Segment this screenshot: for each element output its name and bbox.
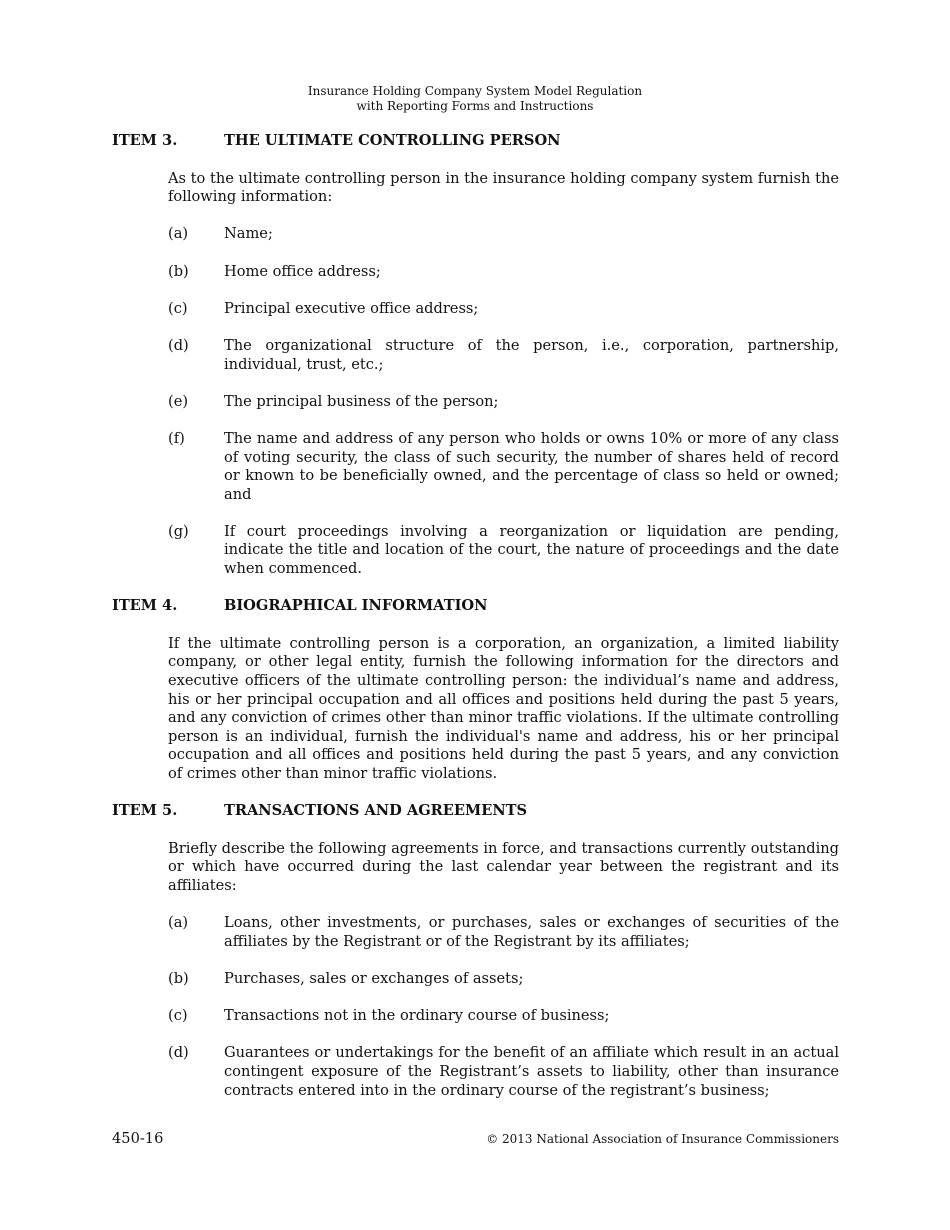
subitem-letter: (a) xyxy=(168,225,189,243)
item-3-subitem-f xyxy=(168,430,839,504)
copyright-notice: © 2013 National Association of Insurance Commissioners xyxy=(486,1132,839,1146)
subitem-text: The principal business of the person; xyxy=(224,392,499,410)
subitem-letter: (b) xyxy=(168,969,189,987)
subitem-text: Name; xyxy=(224,225,273,243)
item-3-subitem-a xyxy=(168,225,839,244)
item-3-title: THE ULTIMATE CONTROLLING PERSON xyxy=(224,132,561,149)
item-5-title: TRANSACTIONS AND AGREEMENTS xyxy=(224,802,528,820)
item-3-subitem-d xyxy=(168,337,839,374)
subitem-text: Principal executive office address; xyxy=(224,299,479,317)
running-header xyxy=(0,84,950,114)
subitem-text: The name and address of any person who holds or owns 10% or more of any class of voting security, the class of such security, the number of shares held of record or known to be beneficially owned, and the percentage of class so held or owned; and xyxy=(224,429,839,503)
item-5-subitem-b xyxy=(168,970,839,989)
item-3-heading xyxy=(112,132,839,151)
subitem-letter: (c) xyxy=(168,1007,188,1025)
subitem-letter: (e) xyxy=(168,392,189,410)
item-4-title: BIOGRAPHICAL INFORMATION xyxy=(224,597,488,615)
document-body xyxy=(112,132,839,1119)
subitem-letter: (c) xyxy=(168,299,188,317)
item-3-subitem-e xyxy=(168,393,839,412)
item-5-subitem-c xyxy=(168,1007,839,1026)
item-5-intro: Briefly describe the following agreements in force, and transactions currently outstanding or which have occurred during the last calendar year between the registrant and its affiliates: xyxy=(168,839,839,894)
subitem-text: Purchases, sales or exchanges of assets; xyxy=(224,969,524,987)
header-line-2: with Reporting Forms and Instructions xyxy=(356,99,594,113)
subitem-letter: (d) xyxy=(168,336,189,354)
subitem-text: Guarantees or undertakings for the benefit of an affiliate which result in an actual contingent exposure of the Registrant’s assets to liability, other than insurance contracts entered into in the ordinary course of the registrant’s business; xyxy=(224,1044,839,1099)
item-3-number: ITEM 3. xyxy=(112,132,178,149)
subitem-text: If court proceedings involving a reorganization or liquidation are pending, indicate the title and location of the court, the nature of proceedings and the date when commenced. xyxy=(224,522,839,578)
subitem-letter: (g) xyxy=(168,522,189,540)
item-3-subitem-b xyxy=(168,263,839,282)
item-5-number: ITEM 5. xyxy=(112,802,178,820)
subitem-text: Home office address; xyxy=(224,262,381,280)
subitem-letter: (a) xyxy=(168,914,189,932)
item-4-heading xyxy=(112,597,839,616)
subitem-letter: (f) xyxy=(168,429,185,447)
page-number: 450-16 xyxy=(112,1130,164,1147)
subitem-text: Transactions not in the ordinary course of business; xyxy=(224,1007,610,1025)
subitem-text: The organizational structure of the person, i.e., corporation, partnership, individual, trust, etc.; xyxy=(224,336,839,373)
item-3-intro: As to the ultimate controlling person in the insurance holding company system furnish the following information: xyxy=(168,169,839,206)
item-3-subitem-g xyxy=(168,523,839,579)
subitem-letter: (b) xyxy=(168,262,189,280)
item-5-subitem-a xyxy=(168,914,839,951)
item-4-number: ITEM 4. xyxy=(112,597,178,615)
page-footer xyxy=(112,1130,839,1147)
subitem-text: Loans, other investments, or purchases, sales or exchanges of securities of the affiliates by the Registrant or of the Registrant by its affiliates; xyxy=(224,914,839,950)
item-5-heading xyxy=(112,802,839,821)
subitem-letter: (d) xyxy=(168,1044,189,1062)
item-3-subitem-c xyxy=(168,300,839,319)
header-line-1: Insurance Holding Company System Model Regulation xyxy=(307,84,643,98)
item-4-body: If the ultimate controlling person is a corporation, an organization, a limited liability company, or other legal entity, furnish the following information for the directors and executive officers of the ultimate controlling person: the individual’s name and address, his or her principal occupation and all offices and positions held during the past 5 years, and any conviction of crimes other than minor traffic violations. If the ultimate controlling person is an individual, furnish the individual's name and address, his or her principal occupation and all offices and positions held during the past 5 years, and any conviction of crimes other than minor traffic violations. xyxy=(168,634,839,782)
item-5-subitem-d xyxy=(168,1044,839,1100)
